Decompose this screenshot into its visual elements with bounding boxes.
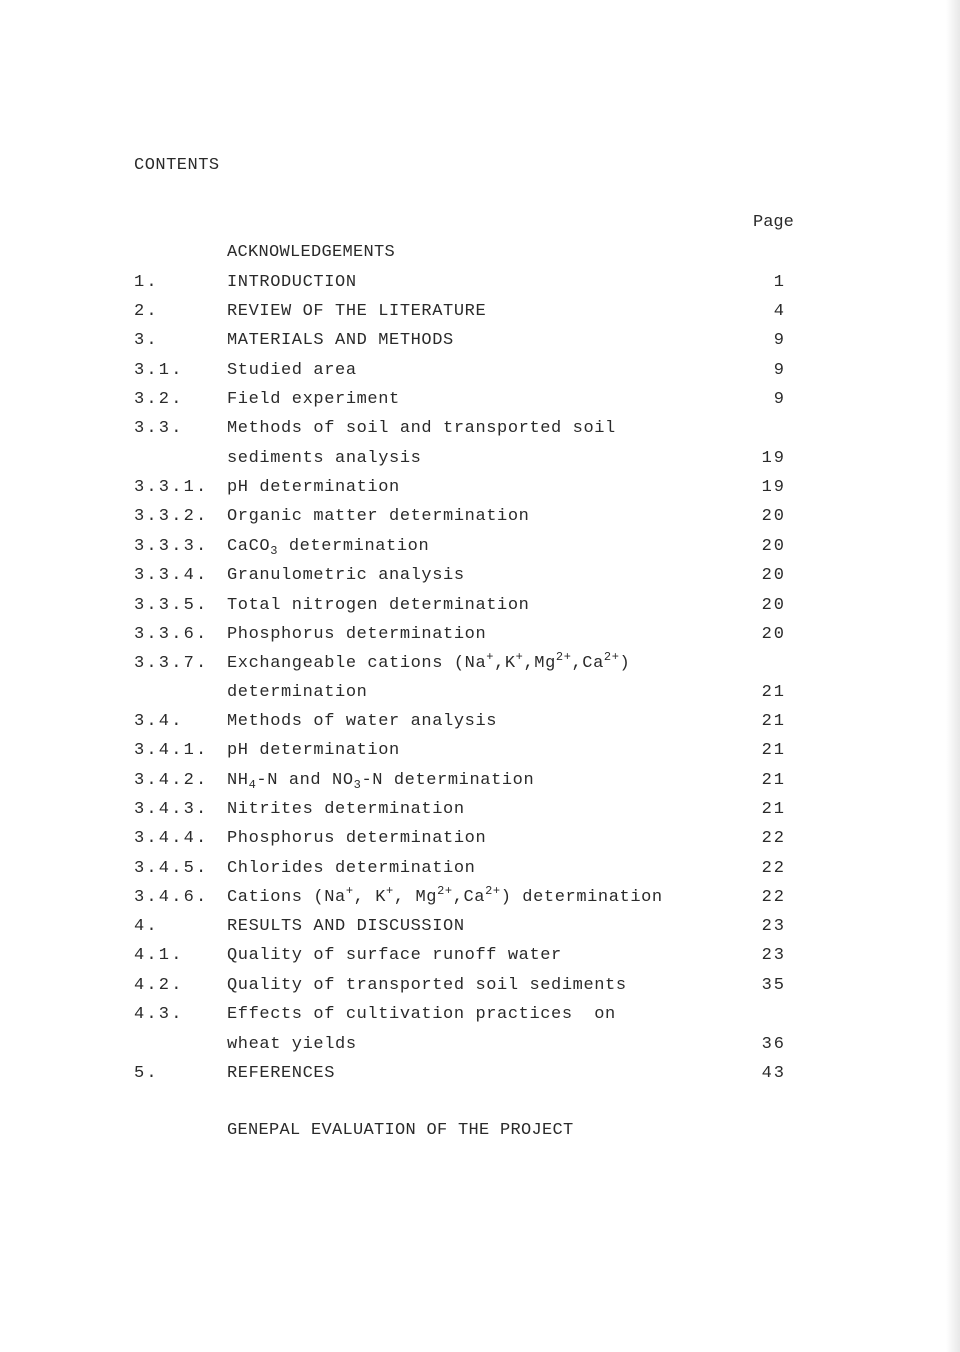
toc-title: Quality of surface runoff water xyxy=(227,946,562,965)
toc-entry-references[interactable] xyxy=(0,1064,960,1088)
toc-title: ACKNOWLEDGEMENTS xyxy=(227,243,396,262)
toc-entry-water-ph[interactable] xyxy=(0,741,960,765)
toc-title: REFERENCES xyxy=(227,1064,336,1083)
toc-title: Nitrites determination xyxy=(227,800,465,819)
toc-title: Total nitrogen determination xyxy=(227,596,530,615)
toc-title: pH determination xyxy=(227,741,400,760)
toc-entry-soil-phosphorus[interactable] xyxy=(0,625,960,649)
toc-number: 3.1. xyxy=(134,361,184,380)
toc-number: 3.4.5. xyxy=(134,859,209,878)
toc-page-number: 4 xyxy=(773,302,786,321)
toc-number: 3. xyxy=(134,331,159,350)
toc-title: Exchangeable cations $(Na^+,K^+,Mg^{2+},Ca^{2+})$ xyxy=(227,650,631,673)
toc-number: 4.1. xyxy=(134,946,184,965)
toc-title: Cations (Na+, K+, $Mg^{2+},Ca^{2+}$) determination xyxy=(227,884,663,907)
toc-title: sediments analysis xyxy=(227,449,422,468)
toc-entry-cultivation-effects[interactable] xyxy=(0,1005,960,1029)
toc-number: 3.3.4. xyxy=(134,566,209,585)
toc-page-number: 43 xyxy=(761,1064,786,1083)
toc-title: Studied area xyxy=(227,361,357,380)
toc-number: 2. xyxy=(134,302,159,321)
toc-entry-exchangeable-cations-continued[interactable] xyxy=(0,683,960,707)
toc-entry-review-literature[interactable] xyxy=(0,302,960,326)
toc-number: 4. xyxy=(134,917,159,936)
toc-page-number: 21 xyxy=(761,741,786,760)
toc-entry-results-discussion[interactable] xyxy=(0,917,960,941)
toc-page-number: 22 xyxy=(761,888,786,907)
toc-number: 3.4.2. xyxy=(134,771,209,790)
toc-page-number: 35 xyxy=(761,976,786,995)
contents-heading: CONTENTS xyxy=(134,156,220,175)
toc-page-number: 23 xyxy=(761,946,786,965)
toc-entry-introduction[interactable] xyxy=(0,273,960,297)
toc-title: pH determination xyxy=(227,478,400,497)
toc-number: 3.4. xyxy=(134,712,184,731)
toc-page-number: 20 xyxy=(761,537,786,556)
toc-title: RESULTS AND DISCUSSION xyxy=(227,917,465,936)
toc-title: wheat yields xyxy=(227,1035,357,1054)
toc-entry-studied-area[interactable] xyxy=(0,361,960,385)
toc-entry-runoff-water[interactable] xyxy=(0,946,960,970)
toc-entry-organic-matter[interactable] xyxy=(0,507,960,531)
toc-number: 3.3.1. xyxy=(134,478,209,497)
toc-number: 4.2. xyxy=(134,976,184,995)
toc-entry-methods-soil-continued[interactable] xyxy=(0,449,960,473)
toc-entry-total-nitrogen[interactable] xyxy=(0,596,960,620)
toc-title: GENEPAL EVALUATION OF THE PROJECT xyxy=(227,1121,574,1140)
toc-title: Quality of transported soil sediments xyxy=(227,976,627,995)
toc-number: 3.3.2. xyxy=(134,507,209,526)
toc-entry-water-phosphorus[interactable] xyxy=(0,829,960,853)
toc-page-number: 20 xyxy=(761,566,786,585)
toc-page-number: 21 xyxy=(761,771,786,790)
toc-number: 3.3.6. xyxy=(134,625,209,644)
toc-page-number: 36 xyxy=(761,1035,786,1054)
toc-number: 3.4.1. xyxy=(134,741,209,760)
toc-title: Methods of soil and transported soil xyxy=(227,419,616,438)
toc-entry-soil-ph[interactable] xyxy=(0,478,960,502)
toc-title: $NH_4-N$ and $NO_3-N$ determination xyxy=(227,771,535,792)
page-column-label: Page xyxy=(753,213,794,232)
toc-title: Phosphorus determination xyxy=(227,625,487,644)
toc-title: determination xyxy=(227,683,368,702)
toc-page-number: 9 xyxy=(773,390,786,409)
toc-entry-soil-sediments[interactable] xyxy=(0,976,960,1000)
toc-page-number: 21 xyxy=(761,800,786,819)
toc-page-number: 1 xyxy=(773,273,786,292)
toc-page-number: 21 xyxy=(761,683,786,702)
toc-page-number: 20 xyxy=(761,596,786,615)
toc-title: Granulometric analysis xyxy=(227,566,465,585)
toc-entry-field-experiment[interactable] xyxy=(0,390,960,414)
toc-number: 3.4.4. xyxy=(134,829,209,848)
toc-title: INTRODUCTION xyxy=(227,273,357,292)
toc-page-number: 22 xyxy=(761,859,786,878)
toc-entry-acknowledgements[interactable] xyxy=(0,243,960,267)
toc-entry-nh4-no3[interactable] xyxy=(0,771,960,795)
toc-number: 3.3.5. xyxy=(134,596,209,615)
toc-title: Phosphorus determination xyxy=(227,829,487,848)
toc-title: Organic matter determination xyxy=(227,507,530,526)
toc-title: CaCO$_3$ determination xyxy=(227,537,430,558)
toc-entry-water-cations[interactable] xyxy=(0,884,960,912)
toc-entry-cultivation-effects-continued[interactable] xyxy=(0,1035,960,1059)
toc-entry-exchangeable-cations[interactable] xyxy=(0,650,960,678)
toc-number: 3.3.7. xyxy=(134,654,209,673)
toc-page-number: 19 xyxy=(761,449,786,468)
toc-title: MATERIALS AND METHODS xyxy=(227,331,454,350)
toc-entry-water-analysis[interactable] xyxy=(0,712,960,736)
toc-number: 3.2. xyxy=(134,390,184,409)
toc-page-number: 19 xyxy=(761,478,786,497)
toc-page-number: 21 xyxy=(761,712,786,731)
toc-title: Chlorides determination xyxy=(227,859,476,878)
toc-number: 3.3. xyxy=(134,419,184,438)
toc-page-number: 22 xyxy=(761,829,786,848)
toc-number: 3.4.3. xyxy=(134,800,209,819)
toc-title: Effects of cultivation practices on xyxy=(227,1005,616,1024)
toc-entry-granulometric[interactable] xyxy=(0,566,960,590)
toc-entry-materials-methods[interactable] xyxy=(0,331,960,355)
toc-number: 3.4.6. xyxy=(134,888,209,907)
toc-title: Methods of water analysis xyxy=(227,712,498,731)
toc-number: 3.3.3. xyxy=(134,537,209,556)
toc-entry-chlorides[interactable] xyxy=(0,859,960,883)
toc-entry-nitrites[interactable] xyxy=(0,800,960,824)
toc-number: 5. xyxy=(134,1064,159,1083)
toc-page-number: 9 xyxy=(773,361,786,380)
toc-number: 4.3. xyxy=(134,1005,184,1024)
toc-page-number: 23 xyxy=(761,917,786,936)
toc-entry-general-evaluation[interactable] xyxy=(0,1121,960,1145)
toc-title: REVIEW OF THE LITERATURE xyxy=(227,302,487,321)
toc-page-number: 20 xyxy=(761,507,786,526)
toc-page-number: 9 xyxy=(773,331,786,350)
toc-entry-methods-soil[interactable] xyxy=(0,419,960,443)
toc-title: Field experiment xyxy=(227,390,400,409)
toc-number: 1. xyxy=(134,273,159,292)
toc-page-number: 20 xyxy=(761,625,786,644)
toc-entry-caco3[interactable] xyxy=(0,537,960,561)
